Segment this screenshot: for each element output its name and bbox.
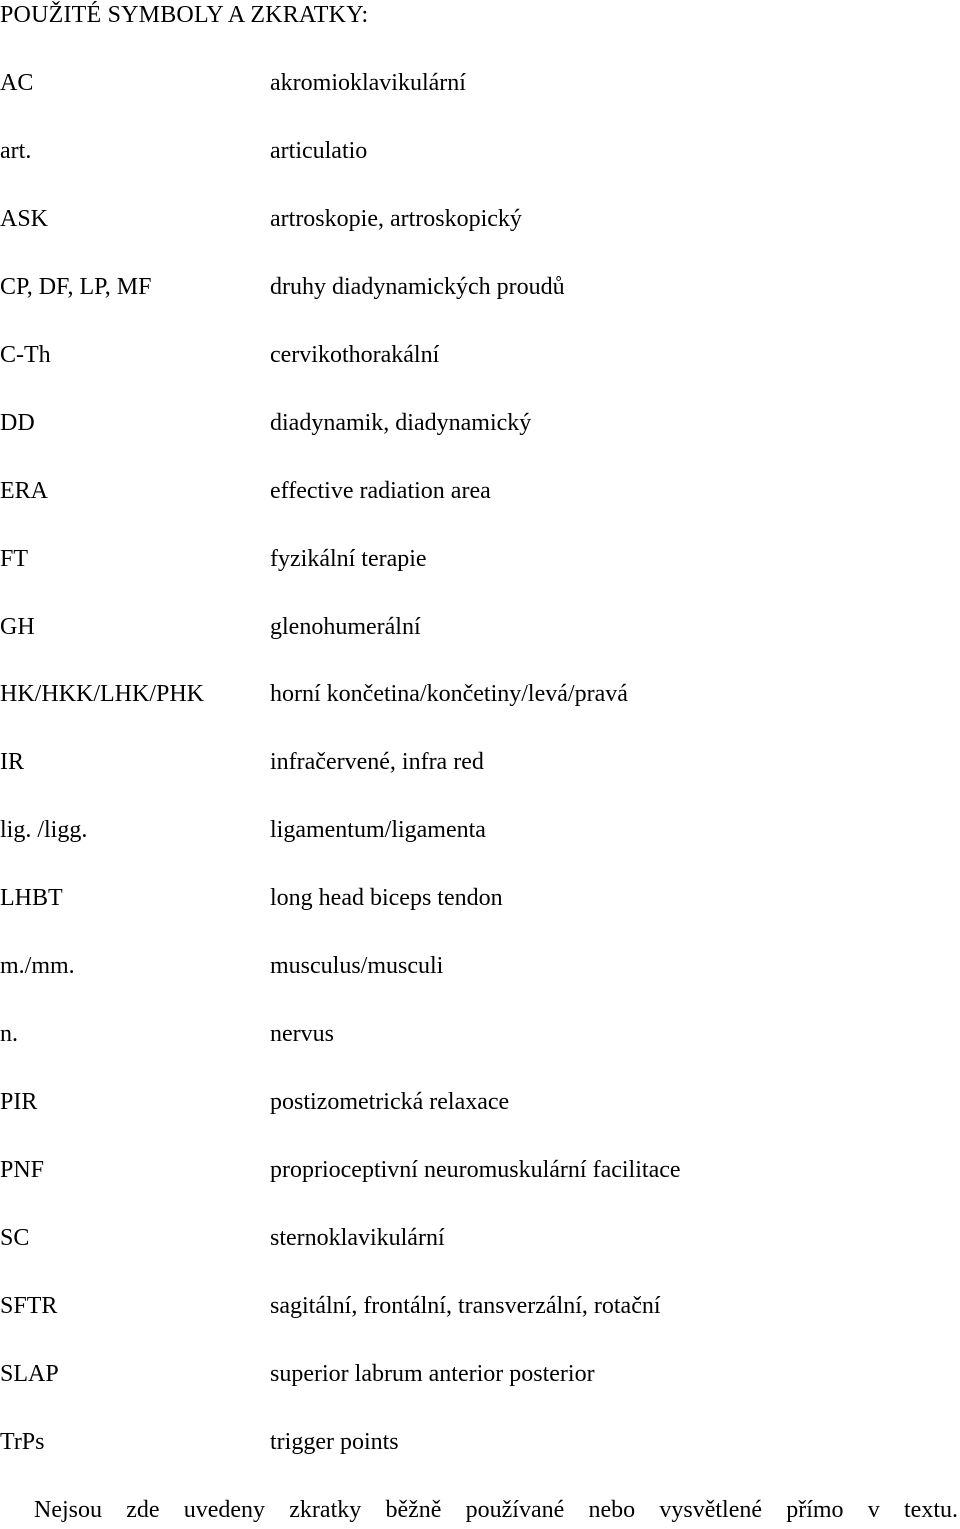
abbreviation-term: art. — [0, 137, 32, 164]
abbreviation-meaning: superior labrum anterior posterior — [270, 1360, 595, 1387]
abbreviation-meaning: trigger points — [270, 1428, 399, 1455]
abbreviation-row — [0, 879, 960, 947]
abbreviation-meaning: horní končetina/končetiny/levá/pravá — [270, 681, 628, 708]
abbreviation-row — [0, 1423, 960, 1491]
abbreviation-row — [0, 675, 960, 743]
abbreviation-meaning: infračervené, infra red — [270, 749, 484, 776]
abbreviation-row — [0, 64, 960, 132]
abbreviation-term: SLAP — [0, 1360, 59, 1387]
abbreviation-row — [0, 200, 960, 268]
abbreviation-row — [0, 1219, 960, 1287]
abbreviation-row — [0, 132, 960, 200]
abbreviation-term: IR — [0, 749, 24, 776]
abbreviation-row — [0, 472, 960, 540]
abbreviation-term: TrPs — [0, 1428, 45, 1455]
abbreviation-row — [0, 1151, 960, 1219]
abbreviation-row — [0, 947, 960, 1015]
abbreviation-term: SFTR — [0, 1292, 58, 1319]
abbreviation-meaning: ligamentum/ligamenta — [270, 817, 486, 844]
abbreviation-term: ERA — [0, 477, 48, 504]
abbreviation-term: HK/HKK/LHK/PHK — [0, 681, 204, 708]
abbreviation-meaning: sternoklavikulární — [270, 1224, 445, 1251]
abbreviation-term: SC — [0, 1224, 30, 1251]
abbreviation-row — [0, 811, 960, 879]
abbreviation-meaning: postizometrická relaxace — [270, 1089, 510, 1116]
abbreviation-row — [0, 1083, 960, 1151]
abbreviation-meaning: artroskopie, artroskopický — [270, 205, 522, 232]
abbreviation-meaning: diadynamik, diadynamický — [270, 409, 532, 436]
abbreviation-row — [0, 540, 960, 608]
abbreviation-row — [0, 404, 960, 472]
abbreviation-meaning: long head biceps tendon — [270, 885, 503, 912]
abbreviation-meaning: nervus — [270, 1021, 334, 1048]
abbreviation-row — [0, 608, 960, 676]
abbreviation-meaning: glenohumerální — [270, 613, 421, 640]
abbreviation-term: m./mm. — [0, 953, 75, 980]
abbreviation-meaning: musculus/musculi — [270, 953, 444, 980]
abbreviation-meaning: cervikothorakální — [270, 341, 440, 368]
abbreviation-meaning: akromioklavikulární — [270, 70, 466, 96]
abbreviation-term: n. — [0, 1021, 18, 1048]
page-heading: POUŽITÉ SYMBOLY A ZKRATKY: — [0, 2, 369, 28]
abbreviation-term: LHBT — [0, 885, 63, 912]
abbreviation-term: FT — [0, 545, 29, 572]
abbreviation-term: ASK — [0, 205, 49, 232]
abbreviation-term: C-Th — [0, 341, 51, 368]
abbreviation-row — [0, 268, 960, 336]
abbreviation-row — [0, 1355, 960, 1423]
abbreviation-meaning: proprioceptivní neuromuskulární facilitace — [270, 1157, 681, 1183]
abbreviation-term: AC — [0, 70, 34, 96]
abbreviation-meaning: fyzikální terapie — [270, 545, 427, 572]
abbreviation-term: CP, DF, LP, MF — [0, 273, 152, 300]
abbreviation-term: DD — [0, 409, 35, 436]
abbreviation-term: PNF — [0, 1157, 45, 1183]
abbreviation-term: GH — [0, 613, 35, 640]
abbreviation-row — [0, 336, 960, 404]
abbreviation-meaning: druhy diadynamických proudů — [270, 273, 565, 300]
abbreviation-row — [0, 743, 960, 811]
abbreviation-meaning: effective radiation area — [270, 477, 491, 504]
abbreviation-meaning: articulatio — [270, 137, 368, 164]
abbreviation-term: PIR — [0, 1089, 38, 1116]
abbreviation-term: lig. /ligg. — [0, 817, 88, 844]
abbreviation-row — [0, 1015, 960, 1083]
abbreviation-meaning: sagitální, frontální, transverzální, rotační — [270, 1292, 661, 1319]
abbreviation-list — [0, 64, 960, 1491]
abbreviation-row — [0, 1287, 960, 1355]
footnote: Nejsou zde uvedeny zkratky běžně používané nebo vysvětlené přímo v textu. — [34, 1497, 958, 1523]
